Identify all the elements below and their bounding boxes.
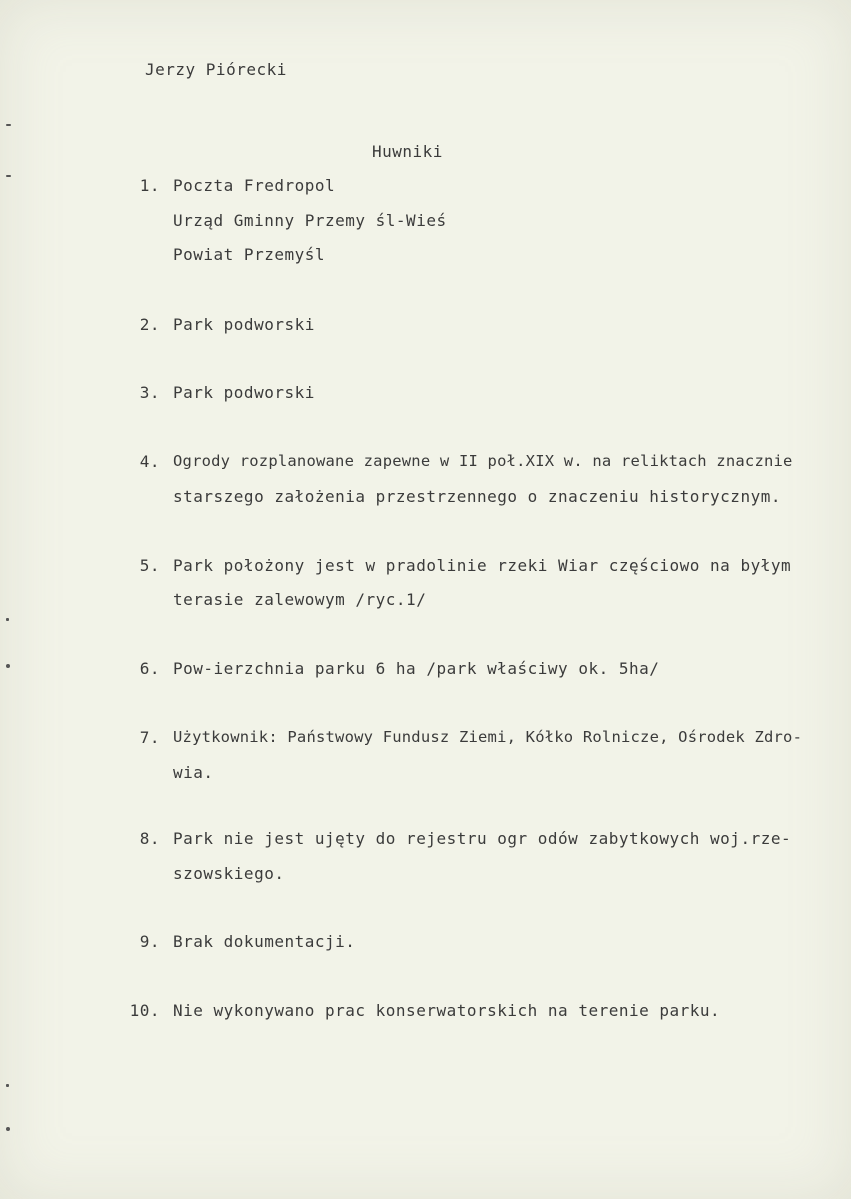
item-5-line-1: Park położony jest w pradolinie rzeki Wiar częściowo na byłym — [173, 556, 792, 575]
item-number-4: 4. — [139, 452, 160, 471]
margin-mark — [6, 1127, 10, 1131]
item-1-line-3: Powiat Przemyśl — [173, 245, 325, 264]
item-6-line-1: Pow-ierzchnia parku 6 ha /park właściwy ok. 5ha/ — [173, 659, 660, 678]
margin-mark — [6, 664, 10, 668]
margin-mark — [6, 618, 9, 621]
item-number-2: 2. — [139, 315, 160, 334]
margin-mark — [6, 1084, 9, 1087]
item-5-line-2: terasie zalewowym /ryc.1/ — [173, 590, 427, 609]
item-4-line-2: starszego założenia przestrzennego o znaczeniu historycznym. — [173, 487, 781, 506]
item-1-line-2: Urząd Gminny Przemy śl-Wieś — [173, 211, 447, 230]
item-10-line-1: Nie wykonywano prac konserwatorskich na terenie parku. — [173, 1001, 721, 1020]
item-number-7: 7. — [139, 728, 160, 747]
item-number-1: 1. — [139, 176, 160, 195]
item-number-8: 8. — [139, 829, 160, 848]
item-8-line-2: szowskiego. — [173, 864, 285, 883]
item-number-6: 6. — [139, 659, 160, 678]
document-title: Huwniki — [372, 142, 443, 161]
item-1-line-1: Poczta Fredropol — [173, 176, 336, 195]
margin-mark — [6, 175, 11, 177]
margin-mark — [6, 124, 11, 126]
item-9-line-1: Brak dokumentacji. — [173, 932, 356, 951]
item-4-line-1: Ogrody rozplanowane zapewne w II poł.XIX w. na reliktach znacznie — [173, 452, 793, 470]
item-7-line-2: wia. — [173, 763, 214, 782]
item-number-5: 5. — [139, 556, 160, 575]
item-number-10: 10. — [129, 1001, 160, 1020]
item-number-9: 9. — [139, 932, 160, 951]
item-8-line-1: Park nie jest ujęty do rejestru ogr odów zabytkowych woj.rze- — [173, 829, 792, 848]
item-2-line-1: Park podworski — [173, 315, 315, 334]
author-name: Jerzy Piórecki — [145, 60, 287, 79]
item-7-line-1: Użytkownik: Państwowy Fundusz Ziemi, Kółko Rolnicze, Ośrodek Zdro- — [173, 728, 803, 746]
item-3-line-1: Park podworski — [173, 383, 315, 402]
item-number-3: 3. — [139, 383, 160, 402]
